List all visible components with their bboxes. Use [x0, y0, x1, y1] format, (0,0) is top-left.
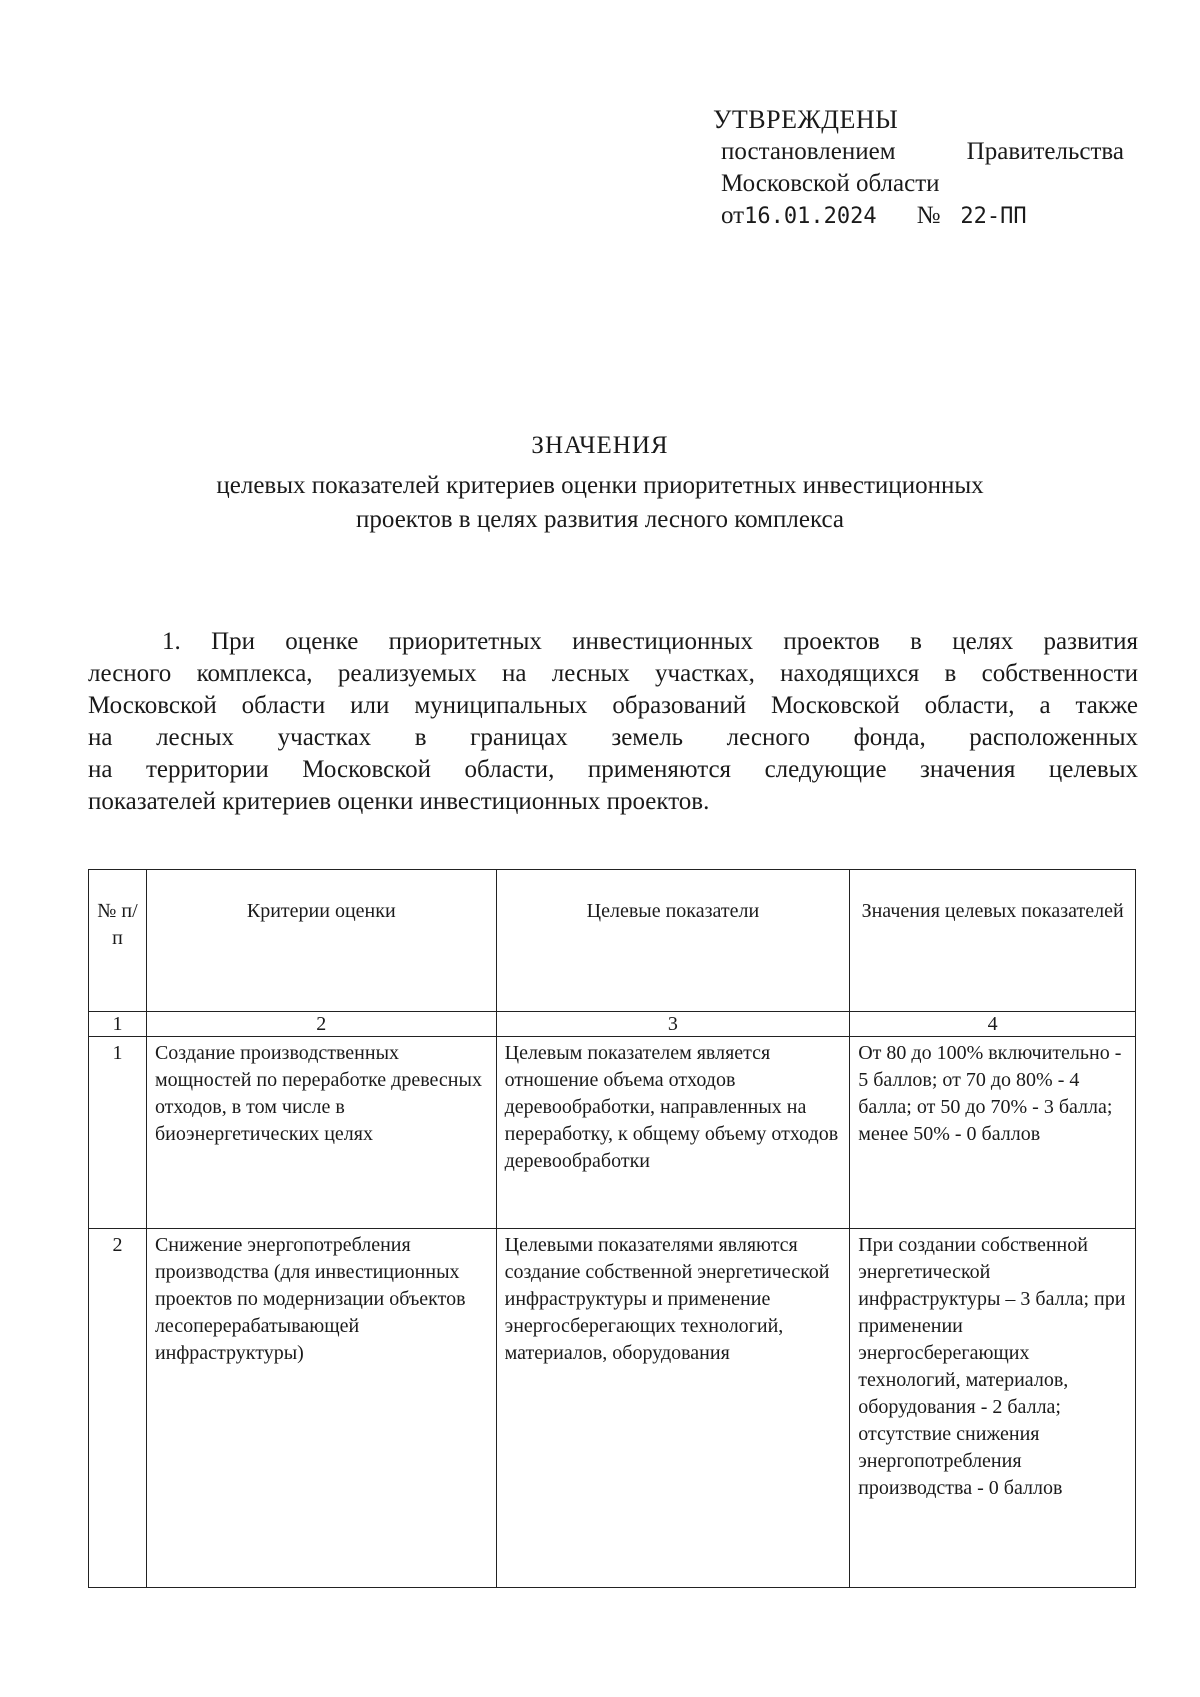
intro-line: на территории Московской области, применяются следующие значения целевых	[88, 756, 1138, 783]
intro-paragraph	[88, 626, 1138, 818]
table-header-row	[89, 870, 1136, 1012]
row-number: 1	[89, 1037, 147, 1229]
approval-by-word1: постановлением	[721, 138, 896, 165]
row-number: 2	[89, 1229, 147, 1588]
header-indicator: Целевые показатели	[496, 870, 850, 1012]
column-number: 2	[146, 1012, 496, 1037]
column-number-row	[89, 1012, 1136, 1037]
header-num: № п/п	[89, 870, 147, 1012]
approval-date: 16.01.2024	[744, 204, 877, 229]
document-subtitle-line-2: проектов в целях развития лесного комплекса	[356, 506, 844, 533]
approval-number: 22-ПП	[960, 204, 1027, 229]
intro-line: 1. При оценке приоритетных инвестиционных проектов в целях развития	[162, 628, 1138, 655]
approval-by	[721, 136, 1124, 168]
table-row	[89, 1037, 1136, 1229]
row-values: От 80 до 100% включительно - 5 баллов; от 70 до 80% - 4 балла; от 50 до 70% - 3 балла; менее 50% - 0 баллов	[850, 1037, 1136, 1229]
row-indicator: Целевыми показателями являются создание собственной энергетической инфраструктуры и применение энергосберегающих технологий, материалов, оборудования	[496, 1229, 850, 1588]
approval-by-word2: Правительства	[966, 138, 1124, 165]
row-values: При создании собственной энергетической инфраструктуры – 3 балла; при применении энергосберегающих технологий, материалов, оборудования - 2 балла; отсутствие снижения энергопотребления производства - 0 баллов	[850, 1229, 1136, 1588]
row-criterion: Снижение энергопотребления производства (для инвестиционных проектов по модернизации объектов лесоперерабатывающей инфраструктуры)	[146, 1229, 496, 1588]
approval-stamp	[713, 104, 1124, 233]
table-row	[89, 1229, 1136, 1588]
header-criterion: Критерии оценки	[146, 870, 496, 1012]
row-criterion: Создание производственных мощностей по переработке древесных отходов, в том числе в биоэнергетических целях	[146, 1037, 496, 1229]
header-values: Значения целевых показателей	[850, 870, 1136, 1012]
approval-title: УТВРЕЖДЕНЫ	[713, 105, 899, 134]
approval-date-prefix: от	[721, 202, 745, 229]
column-number: 3	[496, 1012, 850, 1037]
intro-line: показателей критериев оценки инвестиционных проектов.	[88, 788, 710, 815]
document-title: ЗНАЧЕНИЯ	[531, 432, 669, 459]
intro-line: Московской области или муниципальных образований Московской области, а также	[88, 692, 1138, 719]
approval-number-sign: №	[916, 202, 941, 229]
approval-date-line	[721, 200, 1124, 233]
intro-line: на лесных участках в границах земель лесного фонда, расположенных	[88, 724, 1138, 751]
intro-line: лесного комплекса, реализуемых на лесных участках, находящихся в собственности	[88, 660, 1138, 687]
document-subtitle-line-1: целевых показателей критериев оценки приоритетных инвестиционных	[216, 472, 984, 499]
column-number: 4	[850, 1012, 1136, 1037]
column-number: 1	[89, 1012, 147, 1037]
approval-region: Московской области	[721, 170, 940, 197]
row-indicator: Целевым показателем является отношение объема отходов деревообработки, направленных на переработку, к общему объему отходов деревообработки	[496, 1037, 850, 1229]
criteria-table	[88, 869, 1136, 1588]
